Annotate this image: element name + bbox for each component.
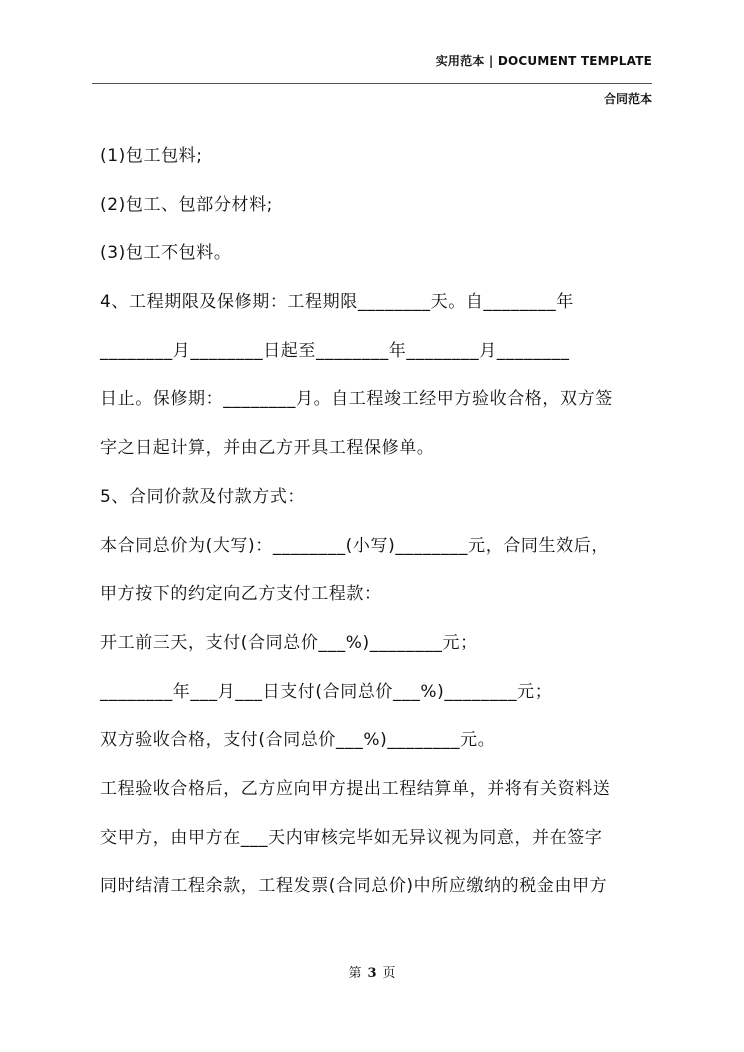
- body-line: 双方验收合格，支付(合同总价___%)________元。: [100, 730, 496, 751]
- body-line: (1)包工包料;: [100, 146, 203, 166]
- header-subtitle: 合同范本: [603, 92, 652, 106]
- body-line: 交甲方，由甲方在___天内审核完毕如无异议视为同意，并在签字: [100, 827, 603, 848]
- body-line: 5、合同价款及付款方式：: [100, 486, 306, 507]
- body-line: (2)包工、包部分材料;: [100, 194, 274, 215]
- body-line: 开工前三天，支付(合同总价___%)________元；: [100, 632, 478, 653]
- document-body: [100, 138, 654, 917]
- body-line: (3)包工不包料。: [100, 243, 232, 264]
- page-label-prefix: 第: [348, 966, 362, 981]
- body-line: 字之日起计算，并由乙方开具工程保修单。: [100, 438, 435, 459]
- body-line: 本合同总价为(大写)：________(小写)________元，合同生效后，: [100, 535, 609, 556]
- header-divider: [92, 83, 652, 84]
- page-label-suffix: 页: [382, 966, 396, 981]
- body-line: 4、工程期限及保修期：工程期限________天。自________年: [100, 292, 574, 313]
- header-title: 实用范本 | DOCUMENT TEMPLATE: [435, 54, 652, 68]
- body-line: 工程验收合格后，乙方应向甲方提出工程结算单，并将有关资料送: [100, 778, 611, 799]
- body-line: 日止。保修期：________月。自工程竣工经甲方验收合格，双方签: [100, 389, 613, 410]
- page-footer: [0, 962, 744, 981]
- body-line: ________年___月___日支付(合同总价___%)________元；: [100, 681, 553, 702]
- body-line: ________月________日起至________年________月________: [100, 340, 570, 361]
- body-line: 甲方按下的约定向乙方支付工程款：: [100, 584, 382, 605]
- body-line: 同时结清工程余款，工程发票(合同总价)中所应缴纳的税金由甲方: [100, 876, 608, 897]
- page-number: 3: [367, 966, 377, 981]
